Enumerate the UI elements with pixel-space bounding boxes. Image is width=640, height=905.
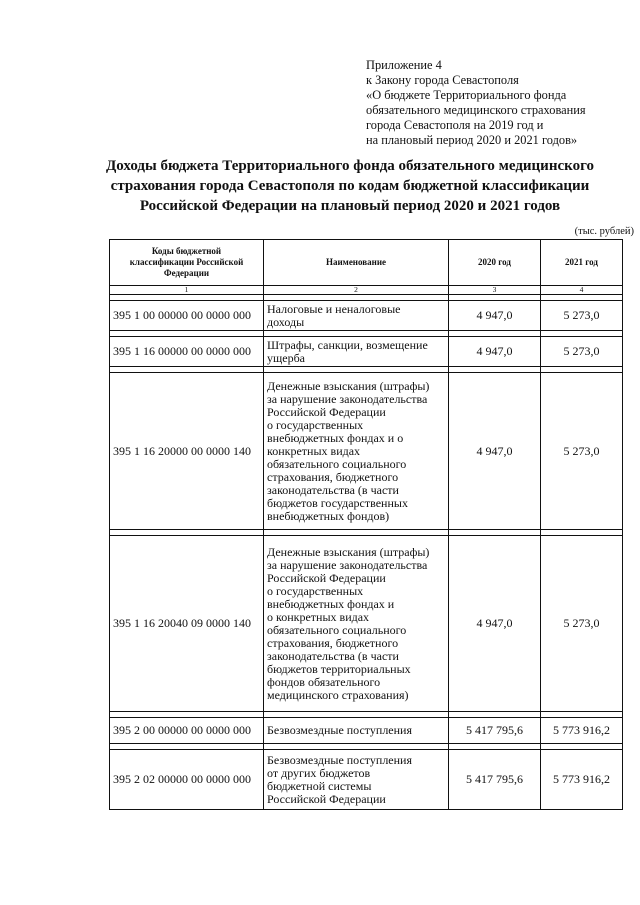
column-number: 3: [449, 286, 541, 295]
header-name: Наименование: [264, 240, 449, 286]
units-label: (тыс. рублей): [574, 226, 634, 237]
row-name-line: Российской Федерации: [267, 570, 386, 585]
row-name-line: Налоговые и неналоговые: [267, 301, 401, 316]
row-value-2021: 5 773 916,2: [541, 718, 623, 744]
appendix-header: [366, 58, 636, 148]
row-name-line: фондов обязательного: [267, 674, 381, 689]
row-name-line: Российской Федерации: [267, 791, 386, 806]
row-name-line: бюджетной системы: [267, 778, 372, 793]
row-name-line: Денежные взыскания (штрафы): [267, 544, 430, 559]
row-name: [264, 373, 449, 530]
row-name-line: о государственных: [267, 417, 364, 432]
column-number: 4: [541, 286, 623, 295]
row-name-line: о конкретных видах: [267, 609, 370, 624]
table-row: [110, 536, 623, 712]
row-name-line: медицинского страхования): [267, 687, 409, 702]
column-number-row: [110, 286, 623, 295]
appendix-line: Приложение 4: [366, 58, 442, 72]
row-value-2020: 4 947,0: [449, 536, 541, 712]
row-name-line: бюджетов государственных: [267, 495, 408, 510]
row-name-line: конкретных видах: [267, 443, 361, 458]
row-name-line: законодательства (в части: [267, 482, 399, 497]
row-name-line: обязательного социального: [267, 456, 407, 471]
row-name-line: Российской Федерации: [267, 404, 386, 419]
row-name-line: о государственных: [267, 583, 364, 598]
table-row: [110, 337, 623, 367]
title-line: Российской Федерации на плановый период 2020 и 2021 годов: [139, 198, 561, 214]
appendix-line: города Севастополя на 2019 год и: [366, 118, 544, 132]
row-name-line: ущерба: [267, 350, 305, 365]
header-code: [110, 240, 264, 286]
title-line: страхования города Севастополя по кодам бюджетной классификации: [110, 178, 590, 194]
header-2021: 2021 год: [541, 240, 623, 286]
row-name-line: доходы: [267, 314, 305, 329]
appendix-line: на плановый период 2020 и 2021 годов»: [366, 133, 578, 147]
appendix-line: к Закону города Севастополя: [366, 73, 519, 87]
row-value-2020: 4 947,0: [449, 301, 541, 331]
row-code: 395 1 16 20000 00 0000 140: [110, 373, 264, 530]
row-name-line: Безвозмездные поступления: [267, 752, 412, 767]
row-name: [264, 536, 449, 712]
column-number: 1: [110, 286, 264, 295]
row-name-line: Безвозмездные поступления: [267, 723, 412, 737]
appendix-line: «О бюджете Территориального фонда: [366, 88, 567, 102]
header-code-line: Коды бюджетной: [151, 246, 222, 256]
row-code: 395 1 00 00000 00 0000 000: [110, 301, 264, 331]
row-name-line: Штрафы, санкции, возмещение: [267, 337, 428, 352]
row-value-2020: 4 947,0: [449, 337, 541, 367]
table-row: [110, 718, 623, 744]
row-name-line: страхования, бюджетного: [267, 635, 399, 650]
row-name-line: страхования, бюджетного: [267, 469, 399, 484]
row-value-2021: 5 273,0: [541, 536, 623, 712]
row-name-line: внебюджетных фондах и: [267, 596, 395, 611]
row-value-2020: 5 417 795,6: [449, 718, 541, 744]
row-value-2021: 5 273,0: [541, 301, 623, 331]
row-value-2021: 5 273,0: [541, 373, 623, 530]
table-row: [110, 373, 623, 530]
column-number: 2: [264, 286, 449, 295]
table-row: [110, 301, 623, 331]
row-name-line: от других бюджетов: [267, 765, 371, 780]
row-name: [264, 750, 449, 810]
row-value-2020: 5 417 795,6: [449, 750, 541, 810]
header-2020: 2020 год: [449, 240, 541, 286]
row-name: [264, 301, 449, 331]
row-code: 395 2 02 00000 00 0000 000: [110, 750, 264, 810]
row-name-line: внебюджетных фондах и о: [267, 430, 404, 445]
header-code-line: классификации Российской: [129, 257, 244, 267]
document-title: [90, 156, 610, 216]
row-name-line: Денежные взыскания (штрафы): [267, 378, 430, 393]
row-name: [264, 718, 449, 744]
title-line: Доходы бюджета Территориального фонда обязательного медицинского: [105, 158, 595, 174]
row-code: 395 2 00 00000 00 0000 000: [110, 718, 264, 744]
row-name-line: бюджетов территориальных: [267, 661, 411, 676]
row-name-line: за нарушение законодательства: [267, 557, 428, 572]
row-name-line: за нарушение законодательства: [267, 391, 428, 406]
row-name-line: обязательного социального: [267, 622, 407, 637]
row-value-2021: 5 773 916,2: [541, 750, 623, 810]
row-code: 395 1 16 20040 09 0000 140: [110, 536, 264, 712]
revenue-table: [109, 239, 623, 810]
row-name-line: внебюджетных фондов): [267, 508, 390, 523]
appendix-line: обязательного медицинского страхования: [366, 103, 586, 117]
header-code-line: Федерации: [163, 268, 210, 278]
row-code: 395 1 16 00000 00 0000 000: [110, 337, 264, 367]
row-name-line: законодательства (в части: [267, 648, 399, 663]
row-value-2020: 4 947,0: [449, 373, 541, 530]
table-header-row: [110, 240, 623, 286]
row-name: [264, 337, 449, 367]
row-value-2021: 5 273,0: [541, 337, 623, 367]
table-row: [110, 750, 623, 810]
